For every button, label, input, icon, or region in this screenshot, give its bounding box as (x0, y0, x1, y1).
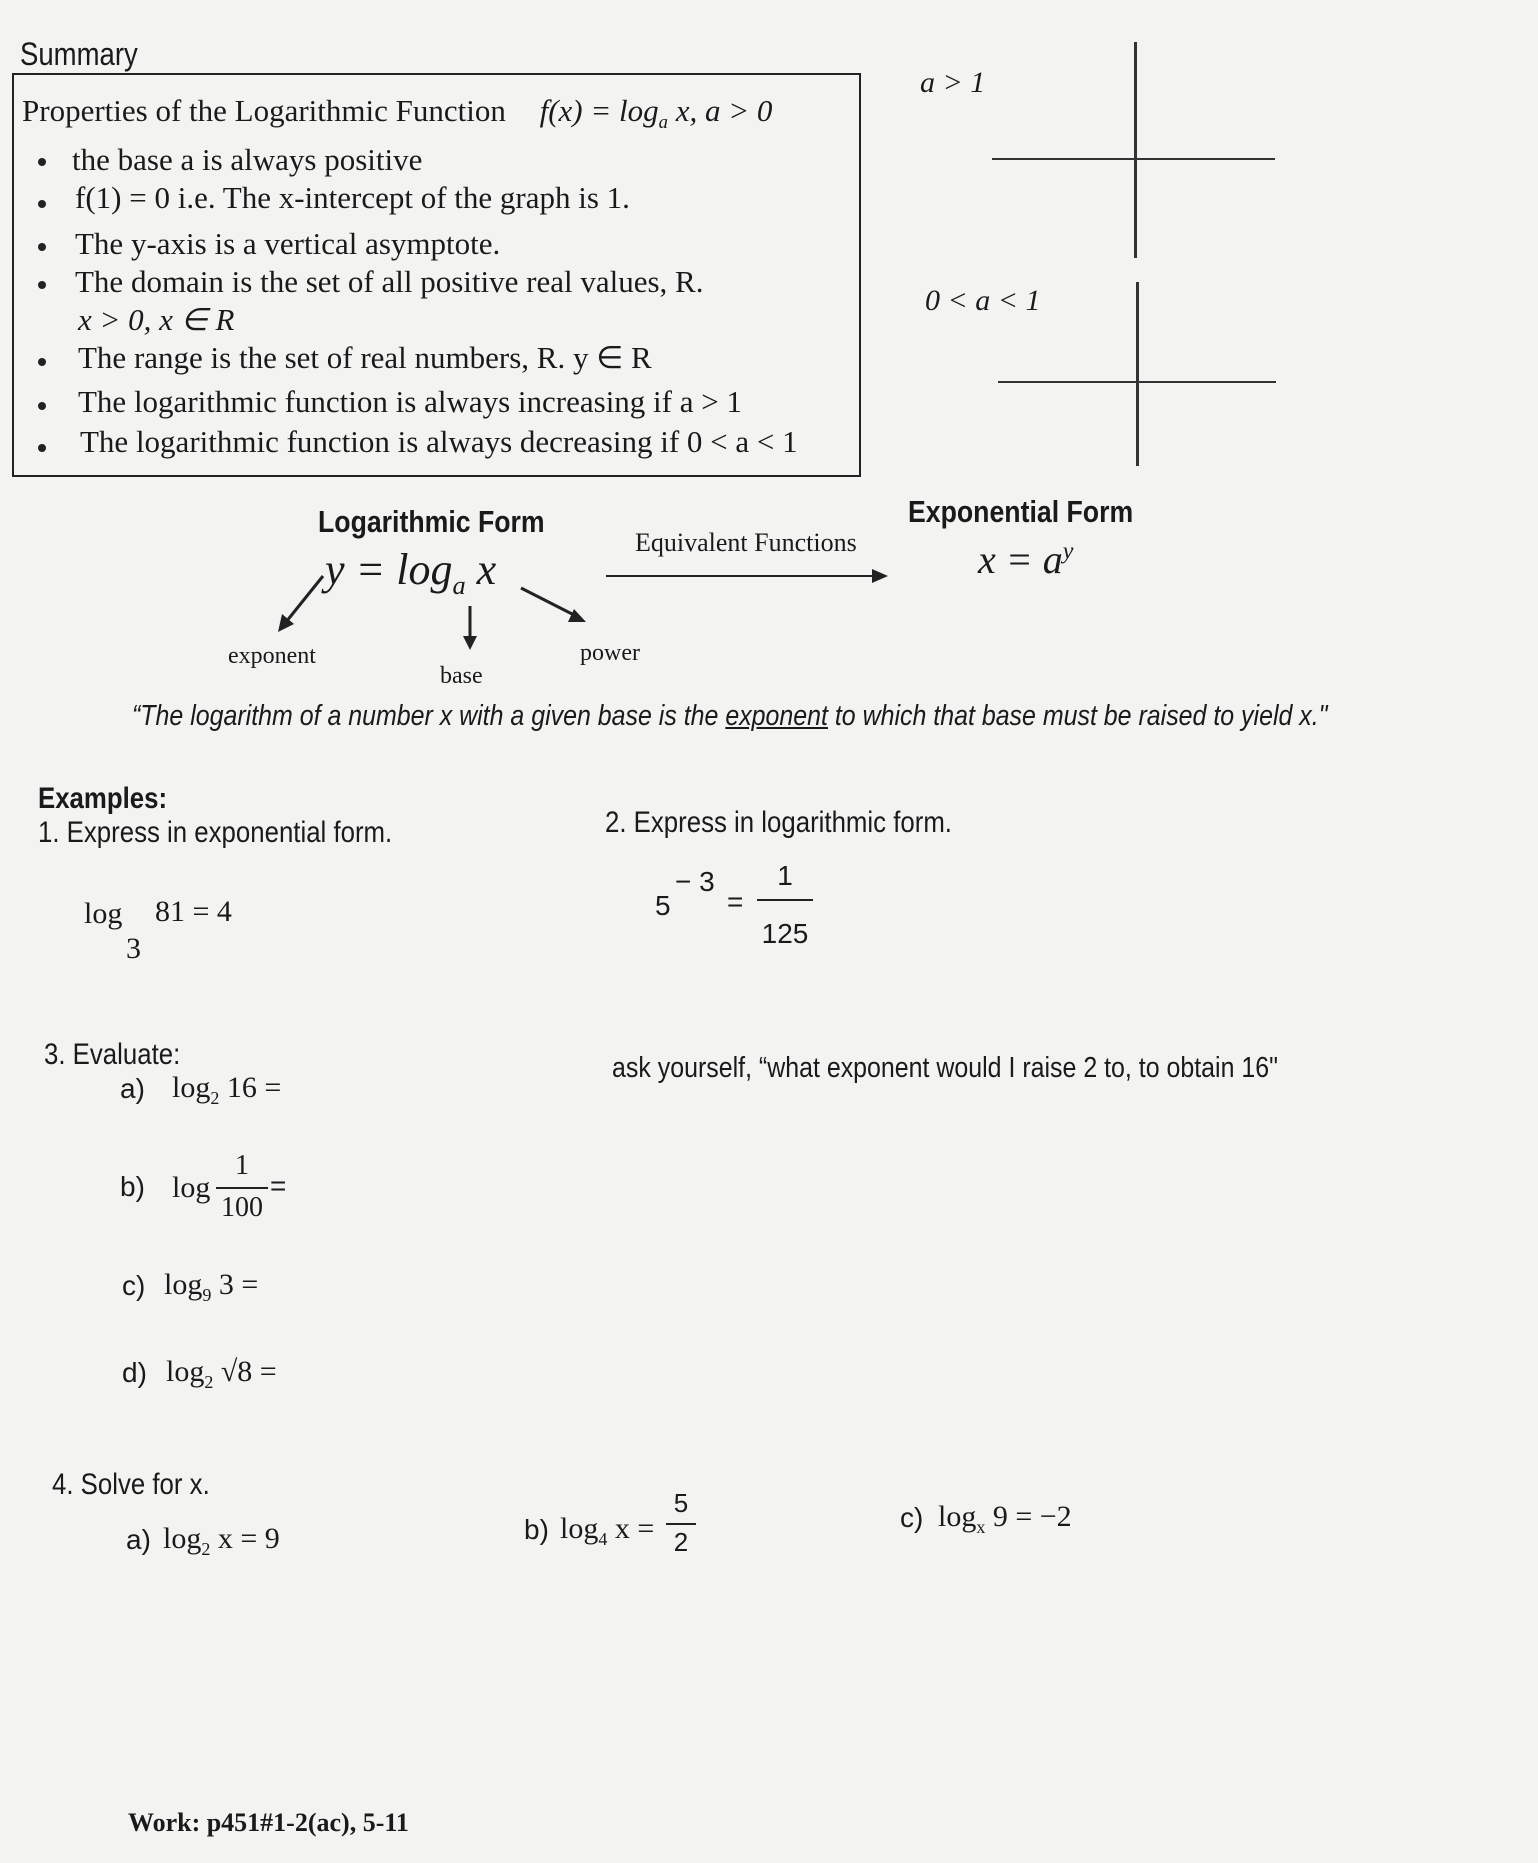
solve-b-fraction-bar (666, 1523, 696, 1525)
example-2-fraction-bar (757, 899, 813, 901)
evaluate-b-log: log (172, 1171, 211, 1204)
log-eq-sub: a (452, 569, 466, 600)
exponent-arrow (286, 576, 323, 622)
evaluate-b-fraction-bar (216, 1187, 268, 1189)
solve-b-numerator: 5 (673, 1488, 689, 1518)
evaluate-b-equals: = (270, 1170, 287, 1201)
solve-b-label: b) (524, 1514, 549, 1545)
evaluate-a-expression (172, 1071, 281, 1109)
evaluate-d-label: d) (122, 1357, 147, 1388)
exp-form-title: Exponential Form (908, 494, 1134, 529)
evaluate-b-denominator: 100 (221, 1192, 263, 1223)
evaluate-c-label: c) (122, 1270, 146, 1301)
solve-b-base: 4 (598, 1529, 608, 1549)
power-label: power (580, 640, 640, 666)
evaluate-d-log: log (166, 1355, 205, 1388)
solve-c-label: c) (900, 1502, 924, 1533)
base-arrow-head (463, 636, 477, 650)
solve-c-tail: 9 = −2 (985, 1500, 1072, 1533)
exp-eq-sup: y (1062, 538, 1074, 565)
properties-heading-text: Properties of the Logarithmic Function (22, 93, 506, 128)
definition-quote (132, 700, 1328, 733)
evaluate-a-label: a) (120, 1073, 145, 1104)
evaluate-d-base: 2 (204, 1372, 214, 1392)
solve-c-base: x (976, 1517, 986, 1537)
formula-main: f(x) = log (539, 93, 659, 128)
evaluate-a-tail: 16 = (219, 1071, 282, 1104)
evaluate-b-label: b) (120, 1171, 145, 1202)
solve-a-label: a) (126, 1524, 151, 1555)
examples-heading: Examples: (38, 782, 168, 815)
evaluate-c-base: 9 (202, 1285, 212, 1305)
evaluate-a-base: 2 (210, 1088, 220, 1108)
base-label: base (440, 663, 483, 689)
evaluate-a-log: log (172, 1071, 211, 1104)
evaluate-b-numerator: 1 (235, 1150, 249, 1181)
log-eq-main: y = log (325, 545, 453, 594)
formula-sub: a (658, 112, 668, 134)
exp-eq-main: x = a (978, 537, 1063, 582)
evaluate-d-expression (166, 1355, 277, 1393)
property-item: The y-axis is a vertical asymptote. (75, 226, 501, 261)
evaluate-c-tail: 3 = (211, 1268, 259, 1301)
solve-c-expression (938, 1500, 1072, 1538)
solve-c-log: log (938, 1500, 977, 1533)
graph-label-0-lt-a-lt-1: 0 < a < 1 (925, 284, 1041, 317)
evaluate-heading: 3. Evaluate: (44, 1038, 181, 1071)
graph-label-a-gt-1: a > 1 (920, 66, 986, 99)
solve-a-log: log (163, 1522, 202, 1555)
log-eq-var: x (465, 545, 497, 594)
example-2-prompt: 2. Express in logarithmic form. (605, 806, 952, 839)
property-item: f(1) = 0 i.e. The x-intercept of the graph is 1. (75, 180, 630, 215)
equivalent-arrow-head (872, 569, 888, 583)
solve-heading: 4. Solve for x. (52, 1468, 210, 1501)
property-item: The logarithmic function is always increasing if a > 1 (78, 384, 742, 419)
exponent-label: exponent (228, 643, 316, 669)
example-1-log: log (84, 897, 123, 930)
equivalent-functions-label: Equivalent Functions (635, 528, 857, 557)
solve-a-tail: x = 9 (210, 1522, 280, 1555)
formula-tail: x, a > 0 (667, 93, 773, 128)
work-assignment: Work: p451#1-2(ac), 5-11 (128, 1808, 409, 1837)
solve-b-expression (560, 1512, 654, 1550)
solve-a-base: 2 (201, 1539, 211, 1559)
log-form-title: Logarithmic Form (318, 504, 545, 539)
evaluate-hint: ask yourself, “what exponent would I raise 2 to, to obtain 16" (612, 1052, 1278, 1084)
example-1-base: 3 (126, 932, 141, 965)
property-item: The domain is the set of all positive real values, R. (75, 264, 704, 299)
property-item: the base a is always positive (72, 142, 423, 177)
example-2-equals: = (727, 886, 744, 917)
solve-b-log: log (560, 1512, 599, 1545)
form-arrows (0, 0, 1538, 720)
example-2-numerator: 1 (777, 860, 793, 891)
solve-b-tail: x = (607, 1512, 655, 1545)
evaluate-c-expression (164, 1268, 258, 1306)
quote-after: to which that base must be raised to yield x." (827, 700, 1328, 732)
property-item-continued: x > 0, x ∈ R (78, 302, 235, 337)
example-2-base: 5 (655, 890, 671, 921)
property-item: The logarithmic function is always decreasing if 0 < a < 1 (80, 424, 798, 459)
solve-a-expression (163, 1522, 280, 1560)
evaluate-c-log: log (164, 1268, 203, 1301)
example-1-prompt: 1. Express in exponential form. (38, 816, 393, 849)
summary-title: Summary (20, 36, 138, 72)
evaluate-d-tail: √8 = (213, 1355, 277, 1388)
quote-before: “The logarithm of a number x with a given base is the (132, 700, 726, 732)
example-2-exponent: − 3 (675, 866, 715, 897)
property-item: The range is the set of real numbers, R. y ∈ R (78, 340, 652, 375)
power-arrow (521, 588, 576, 616)
solve-b-denominator: 2 (673, 1527, 689, 1557)
power-arrow-head (568, 609, 586, 622)
example-2-denominator: 125 (761, 918, 809, 949)
example-1-expression: 81 = 4 (155, 895, 232, 928)
quote-underlined: exponent (725, 700, 828, 732)
